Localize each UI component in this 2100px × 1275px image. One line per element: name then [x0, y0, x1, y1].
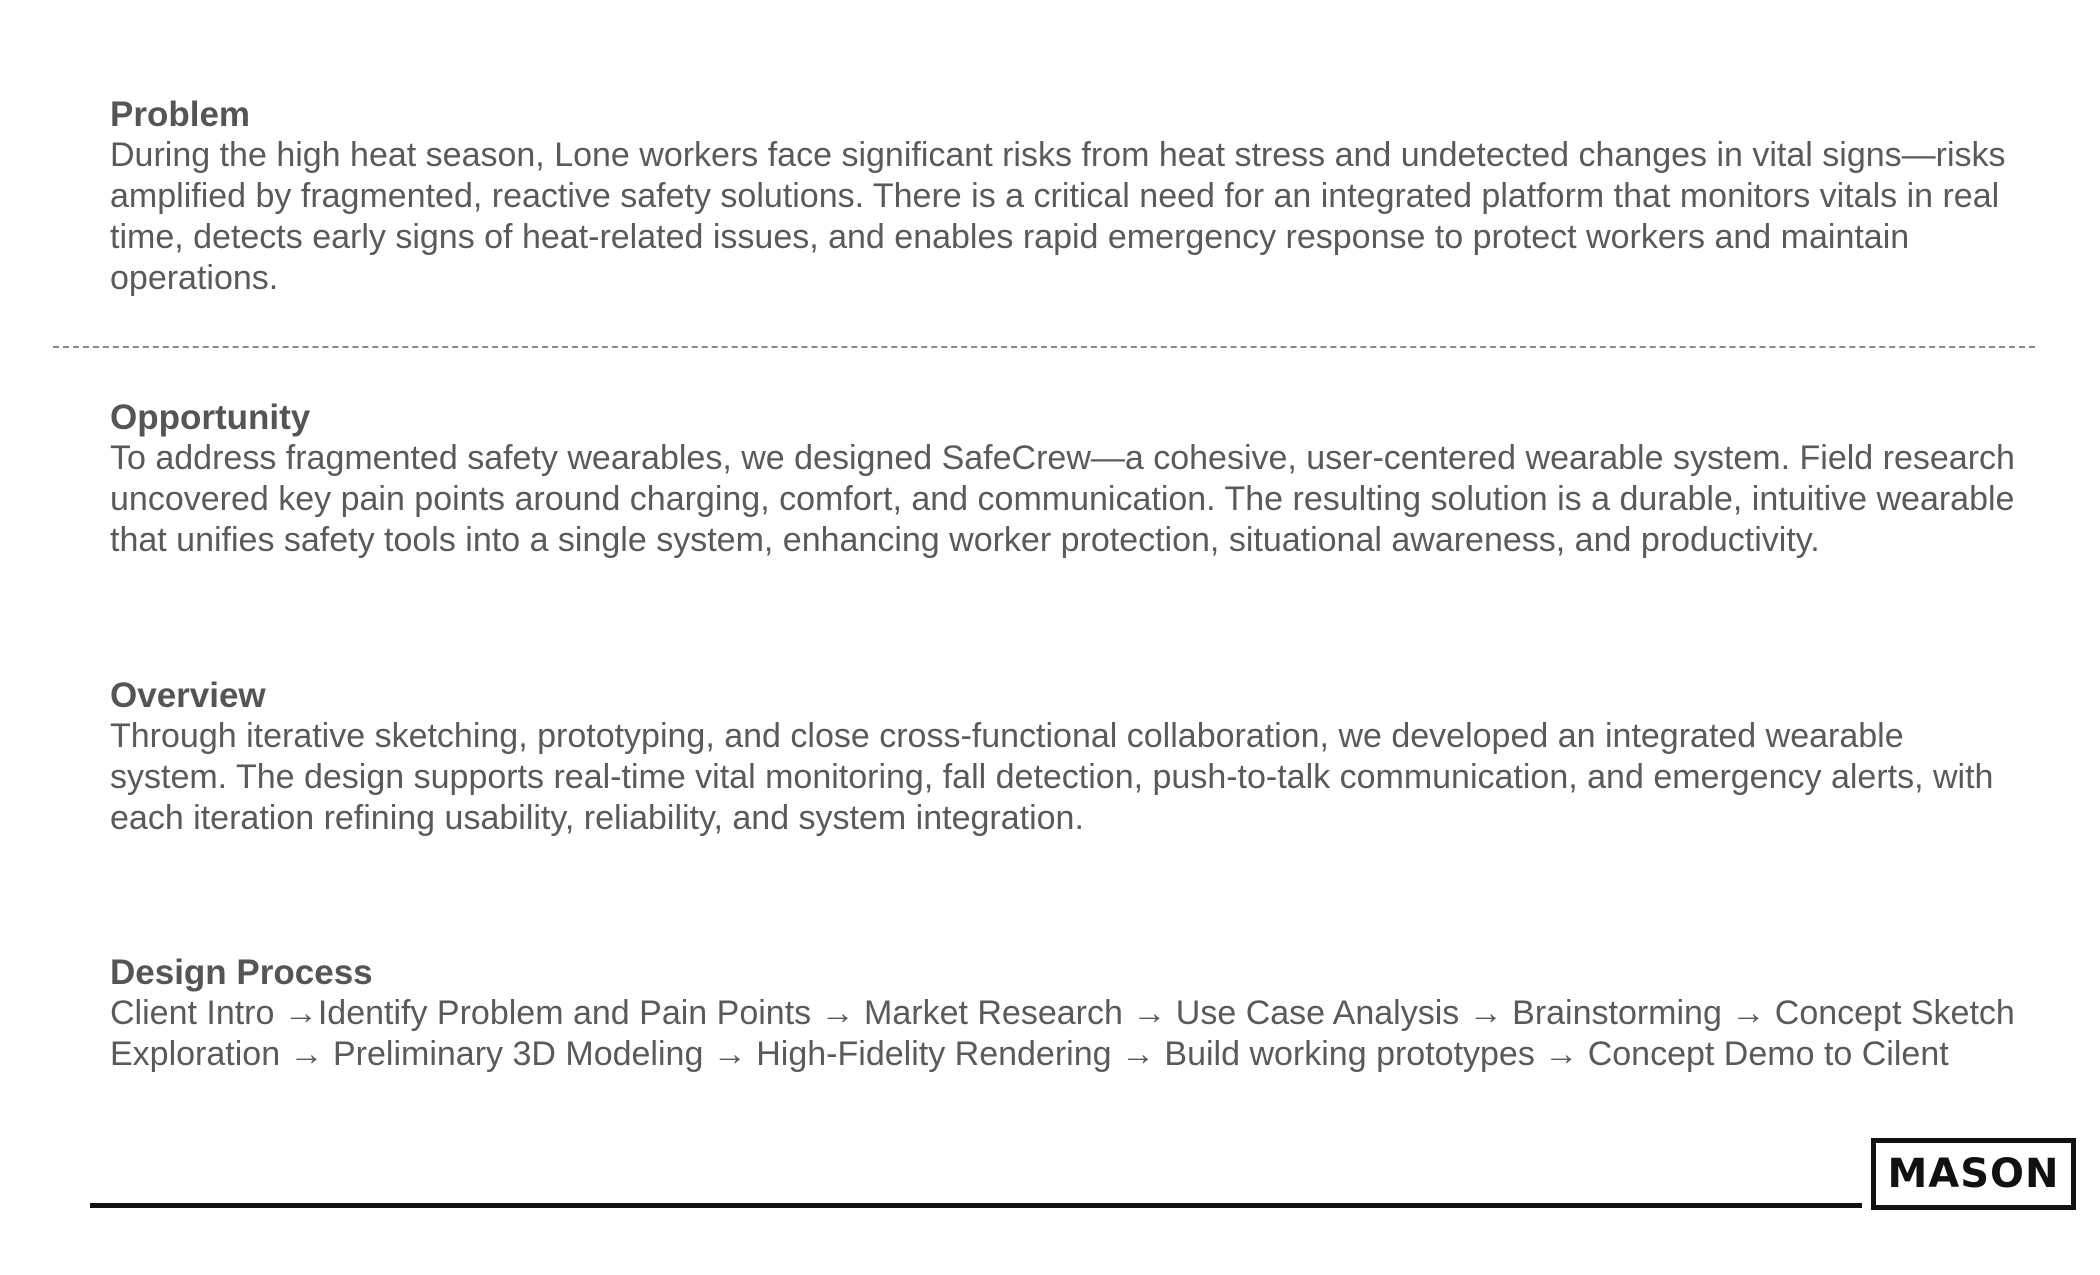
- design-process-section: [110, 952, 2030, 1075]
- footer-rule: [90, 1203, 1862, 1208]
- opportunity-heading: Opportunity: [110, 398, 311, 437]
- overview-section: [110, 675, 2030, 839]
- opportunity-body: To address fragmented safety wearables, we designed SafeCrew—a cohesive, user-centered wearable system. Field research uncovered key pain points around charging, comfort, and communication. The resulting solution is a durable, intuitive wearable that unifies safety tools into a single system, enhancing worker protection, situational awareness, and productivity.: [110, 439, 2015, 559]
- logo-text: MASON: [1887, 1151, 2060, 1197]
- problem-heading: Problem: [110, 95, 251, 134]
- opportunity-section: [110, 397, 2030, 561]
- overview-body: Through iterative sketching, prototyping, and close cross-functional collaboration, we developed an integrated wearable system. The design supports real-time vital monitoring, fall detection, push-to-talk communication, and emergency alerts, with each iteration refining usability, reliability, and system integration.: [110, 717, 1994, 837]
- mason-logo: [1871, 1138, 2076, 1210]
- problem-section: [110, 94, 2030, 299]
- problem-body: During the high heat season, Lone workers face significant risks from heat stress and undetected changes in vital signs—risks amplified by fragmented, reactive safety solutions. There is a critical need for an integrated platform that monitors vitals in real time, detects early signs of heat-related issues, and enables rapid emergency response to protect workers and maintain operations.: [110, 136, 2006, 297]
- dashed-divider: [53, 346, 2035, 348]
- design-process-heading: Design Process: [110, 953, 373, 992]
- design-process-body: Client Intro →Identify Problem and Pain Points → Market Research → Use Case Analysis → Brainstorming → Concept Sketch Exploration → Preliminary 3D Modeling → High-Fidelity Rendering → Build working prototypes → Concept Demo to Cilent: [110, 994, 2015, 1073]
- overview-heading: Overview: [110, 676, 266, 715]
